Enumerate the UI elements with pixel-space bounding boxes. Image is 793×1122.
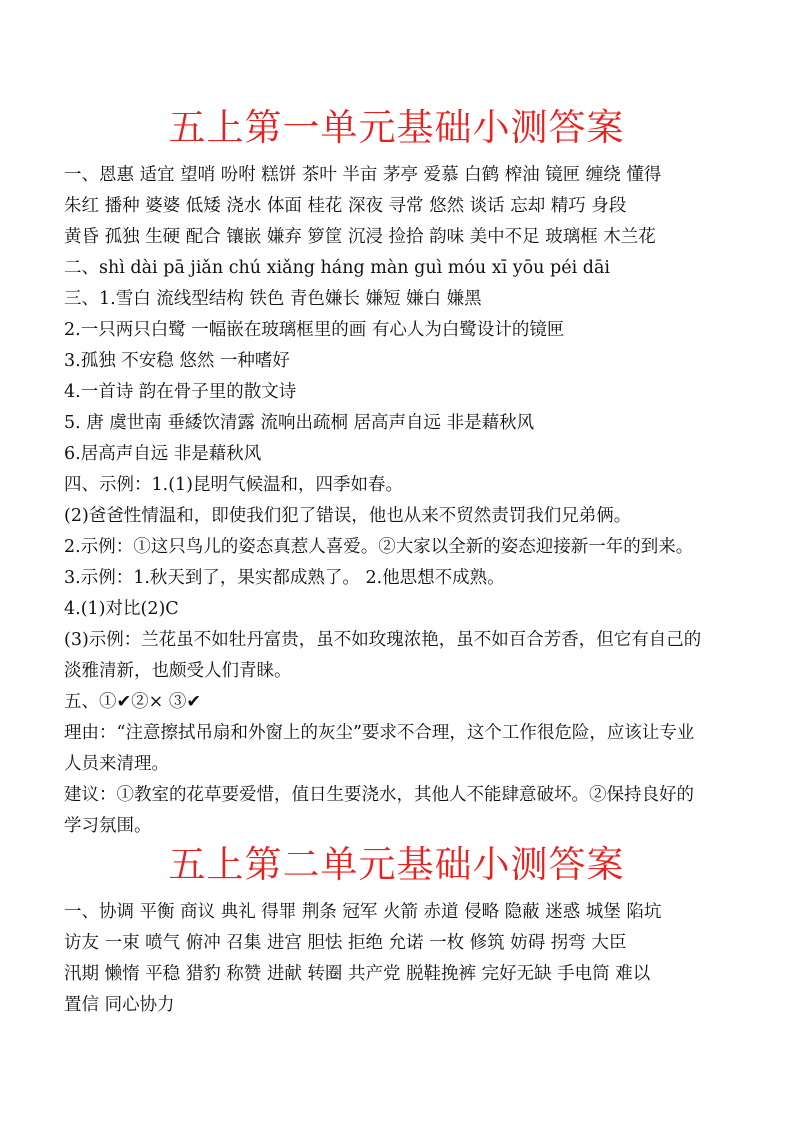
- unit-2-answer-title: 五上第二单元基础小测答案: [168, 843, 625, 886]
- answer-line: 汛期 懒惰 平稳 猎豹 称赞 进献 转圈 共产党 脱鞋挽裤 完好无缺 手电筒 难以: [64, 964, 651, 984]
- answer-line: 二、shì dài pā jiǎn chú xiǎng háng màn guì móu xī yōu péi dāi: [64, 258, 610, 278]
- answer-line: 2.示例：①这只鸟儿的姿态真惹人喜爱。②大家以全新的姿态迎接新一年的到来。: [64, 537, 694, 557]
- answer-line: 四、示例：1.(1)昆明气候温和，四季如春。: [64, 475, 403, 495]
- answer-line: 人员来清理。: [64, 754, 169, 774]
- answer-line: 淡雅清新，也颇受人们青睐。: [64, 661, 292, 681]
- answer-line: (3)示例：兰花虽不如牡丹富贵，虽不如玫瑰浓艳，虽不如百合芳香，但它有自己的: [64, 630, 702, 650]
- answer-line: 建议：①教室的花草要爱惜，值日生要浇水，其他人不能肆意破坏。②保持良好的: [64, 785, 694, 805]
- answer-line: 学习氛围。: [64, 816, 152, 836]
- answer-line: 5. 唐 虞世南 垂緌饮清露 流响出疏桐 居高声自远 非是藉秋风: [64, 413, 535, 433]
- answer-line: 2.一只两只白鹭 一幅嵌在玻璃框里的画 有心人为白鹭设计的镜匣: [64, 320, 565, 340]
- answer-line: 一、协调 平衡 商议 典礼 得罪 荆条 冠军 火箭 赤道 侵略 隐蔽 迷惑 城堡 陷坑: [64, 902, 662, 922]
- answer-line: 朱红 播种 婆婆 低矮 浇水 体面 桂花 深夜 寻常 悠然 谈话 忘却 精巧 身段: [64, 196, 627, 216]
- answer-line: 一、恩惠 适宜 望哨 吩咐 糕饼 茶叶 半亩 茅亭 爱慕 白鹤 榨油 镜匣 缠绕 懂得: [64, 165, 662, 185]
- answer-line: 理由：“注意擦拭吊扇和外窗上的灰尘”要求不合理，这个工作很危险，应该让专业: [64, 723, 695, 743]
- answer-line: 6.居高声自远 非是藉秋风: [64, 444, 262, 464]
- unit-1-answer-title: 五上第一单元基础小测答案: [168, 106, 625, 149]
- unit-1-answer-body: [64, 160, 744, 842]
- answer-line: 置信 同心协力: [64, 995, 175, 1015]
- answer-line: 黄昏 孤独 生硬 配合 镶嵌 嫌弃 箩筐 沉浸 捡拾 韵味 美中不足 玻璃框 木兰花: [64, 227, 656, 247]
- answer-line: 访友 一束 喷气 俯冲 召集 进宫 胆怯 拒绝 允诺 一枚 修筑 妨碍 拐弯 大臣: [64, 933, 627, 953]
- answer-line: 三、1.雪白 流线型结构 铁色 青色嫌长 嫌短 嫌白 嫌黑: [64, 289, 482, 309]
- answer-line: 4.(1)对比(2)C: [64, 599, 179, 619]
- answer-line: 4.一首诗 韵在骨子里的散文诗: [64, 382, 297, 402]
- answer-line: 五、①✔②× ③✔: [64, 692, 202, 712]
- answer-line: 3.孤独 不安稳 悠然 一种嗜好: [64, 351, 290, 371]
- unit-2-answer-body: [64, 897, 744, 1021]
- answer-line: 3.示例：1.秋天到了，果实都成熟了。 2.他思想不成熟。: [64, 568, 505, 588]
- answer-line: (2)爸爸性情温和，即使我们犯了错误，他也从来不贸然责罚我们兄弟俩。: [64, 506, 632, 526]
